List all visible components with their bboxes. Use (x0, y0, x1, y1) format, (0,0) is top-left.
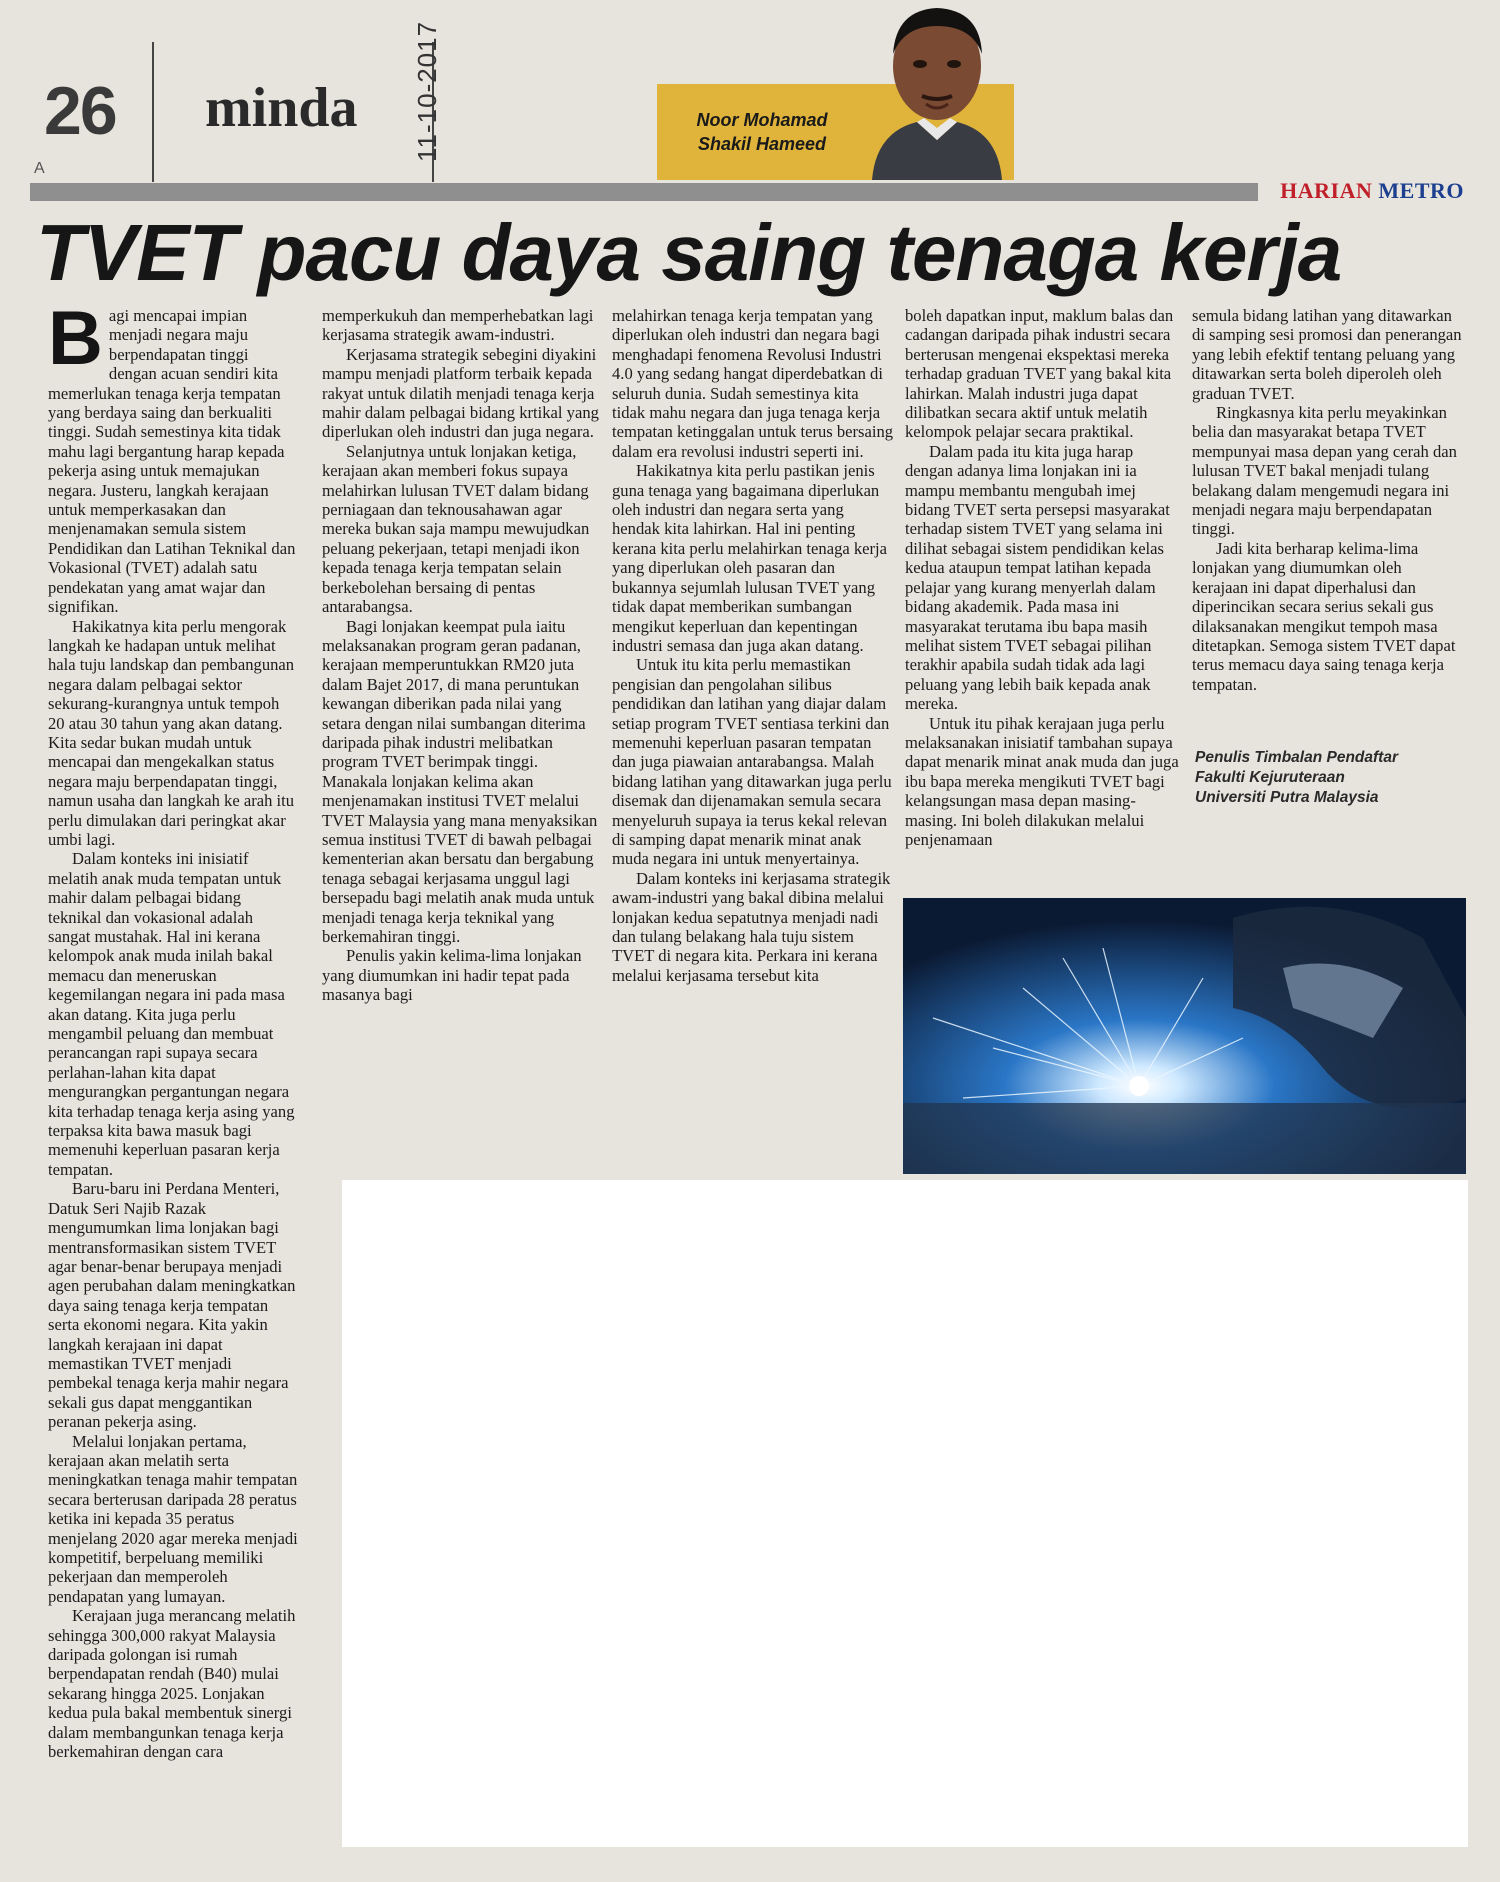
paragraph: Kerajaan juga merancang melatih sehingga 300,000 rakyat Malaysia daripada golongan isi rumah berpendapatan rendah (B40) mulai sekarang hingga 2025. Lonjakan kedua pula bakal membentuk sinergi dalam membangunkan tenaga kerja berkemahiran dengan cara (48, 1606, 296, 1762)
paragraph: Dalam konteks ini inisiatif melatih anak muda tempatan untuk mahir dalam pelbagai bidang teknikal dan vokasional adalah sangat mustahak. Hal ini kerana kelompok anak muda inilah bakal memacu dan meneruskan kegemilangan negara ini pada masa akan datang. Kita juga perlu mengambil peluang dan membuat perancangan rapi supaya secara perlahan-lahan kita dapat mengurangkan pergantungan negara kita terhadap tenaga kerja asing yang terpaksa kita bawa masuk bagi memenuhi keperluan pasaran kerja tempatan. (48, 849, 295, 1179)
publication-date: 11-10-2017 (412, 20, 442, 162)
brand-logo-part2: METRO (1378, 178, 1464, 203)
article-column-4 (905, 306, 1185, 849)
masthead-divider (152, 42, 154, 182)
paragraph: Selanjutnya untuk lonjakan ketiga, kerajaan akan memberi fokus supaya melahirkan lulusan TVET dalam bidang perniagaan dan teknousahawan agar mereka bukan saja mampu mewujudkan peluang pekerjaan, tetapi menjadi ikon kepada tenaga kerja tempatan selain berkebolehan bersaing di pentas antarabangsa. (322, 441, 590, 617)
paragraph: Bagi lonjakan keempat pula iaitu melaksanakan program geran padanan, kerajaan memperuntukkan RM20 juta dalam Bajet 2017, di mana peruntukan kewangan diberikan pada nilai yang setara dengan nilai sumbangan diterima daripada pihak industri melibatkan program TVET berimpak tinggi. Manakala lonjakan kelima akan menjenamakan institusi TVET melalui TVET Malaysia yang mana menyaksikan semua institusi TVET di bawah pelbagai kementerian akan bersatu dan bergabung tenaga sebagai kerjasama unggul lagi bersepadu bagi melatih anak muda untuk menjadi tenaga kerja teknikal yang berkemahiran tinggi. (322, 616, 598, 946)
paragraph: memperkukuh dan memperhebatkan lagi kerjasama strategik awam-industri. (322, 306, 594, 345)
article-column-2 (322, 306, 602, 1005)
paragraph: Dalam pada itu kita juga harap dengan adanya lima lonjakan ini ia mampu membantu mengubah imej bidang TVET serta persepsi masyarakat terhadap sistem TVET yang selama ini dilihat sebagai sistem pendidikan kelas kedua ataupun tempat latihan kepada pelajar yang kurang menyerlah dalam bidang akademik. Pada masa ini masyarakat terutama ibu bapa masih melihat sistem TVET sebagai pilihan terakhir apabila sudah tidak ada lagi peluang yang lebih baik kepada anak mereka. (905, 441, 1170, 714)
paragraph: semula bidang latihan yang ditawarkan di samping sesi promosi dan penerangan yang lebih efektif tentang peluang yang ditawarkan serta boleh diperoleh oleh graduan TVET. (1192, 306, 1462, 403)
author-note-line3: Universiti Putra Malaysia (1195, 789, 1379, 806)
header-rule (30, 183, 1258, 201)
paragraph: Hakikatnya kita perlu pastikan jenis guna tenaga yang bagaimana diperlukan oleh industri dan negara serta yang hendak kita lahirkan. Hal ini penting kerana kita perlu melahirkan tenaga kerja yang diperlukan oleh pasaran dan bukannya sejumlah lulusan TVET yang tidak dapat memberikan sumbangan mengikut keperluan dan kepentingan industri semasa dan juga akan datang. (612, 461, 888, 655)
section-name: minda (205, 77, 358, 139)
paragraph: Untuk itu kita perlu memastikan pengisian dan pengolahan silibus pendidikan dan latihan yang diajar dalam setiap program TVET sentiasa terkini dan memenuhi keperluan pasaran tempatan dan juga piawaian antarabangsa. Malah bidang latihan yang ditawarkan juga perlu disemak dan dijenamakan semula secara menyeluruh supaya ia terus kekal relevan di samping dapat menarik minat anak muda negara ini untuk menyertainya. (612, 655, 892, 869)
paragraph: Ringkasnya kita perlu meyakinkan belia dan masyarakat betapa TVET mempunyai masa depan yang cerah dan lulusan TVET bakal menjadi tulang belakang dalam mengemudi negara ini menjadi negara maju berpendapatan tinggi. (1192, 403, 1457, 539)
article-column-1 (48, 296, 298, 1762)
brand-logo (1280, 178, 1464, 204)
paragraph: Jadi kita berharap kelima-lima lonjakan yang diumumkan oleh kerajaan ini dapat diperhalusi dan diperincikan secara serius sekali gus dilaksanakan mengikut tempoh masa ditetapkan. Semoga sistem TVET dapat terus memacu daya saing tenaga kerja tempatan. (1192, 538, 1456, 694)
drop-cap: B (48, 296, 103, 381)
page-number: 26 (44, 73, 116, 149)
paragraph: Penulis yakin kelima-lima lonjakan yang diumumkan ini hadir tepat pada masanya bagi (322, 946, 582, 1005)
byline-name-line2: Shakil Hameed (697, 134, 827, 154)
paragraph: Hakikatnya kita perlu mengorak langkah ke hadapan untuk melihat hala tuju landskap dan pembangunan negara dalam pelbagai sektor sekurang-kurangnya untuk tempoh 20 atau 30 tahun yang akan datang. Kita sedar bukan mudah untuk mencapai dan mengekalkan status negara maju berpendapatan tinggi, namun usaha dan langkah ke arah itu perlu dimulakan dari peringkat akar umbi lagi. (48, 616, 295, 849)
paragraph: melahirkan tenaga kerja tempatan yang diperlukan oleh industri dan negara bagi menghadapi fenomena Revolusi Industri 4.0 yang sedang hangat diperdebatkan di seluruh dunia. Sudah semestinya kita tidak mahu negara dan juga tenaga kerja tempatan ketinggalan untuk terus bersaing dalam era revolusi industri seperti ini. (612, 306, 894, 461)
author-note-line2: Fakulti Kejuruteraan (1195, 769, 1345, 786)
brand-logo-part1: HARIAN (1280, 178, 1373, 203)
paragraph: Dalam konteks ini kerjasama strategik awam-industri yang bakal dibina melalui lonjakan kedua sepatutnya menjadi nadi dan tulang belakang hala tuju sistem TVET di negara kita. Perkara ini kerana melalui kerjasama tersebut kita (612, 868, 891, 985)
article-column-3 (612, 306, 894, 985)
paragraph: Melalui lonjakan pertama, kerajaan akan melatih serta meningkatkan tenaga mahir tempatan secara berterusan daripada 28 peratus ketika ini kepada 35 peratus menjelang 2020 agar mereka menjadi kompetitif, berpeluang memiliki pekerjaan dan memperoleh pendapatan yang lumayan. (48, 1431, 298, 1606)
section-letter: A (34, 160, 45, 177)
paragraph: agi mencapai impian menjadi negara maju berpendapatan tinggi dengan acuan sendiri kita memerlukan tenaga kerja tempatan yang berdaya saing dan berkualiti tinggi. Sudah semestinya kita tidak mahu lagi bergantung harap kepada pekerja asing untuk memajukan negara. Justeru, langkah kerajaan untuk memperkasakan dan menjenamakan semula sistem Pendidikan dan Latihan Teknikal dan Vokasional (TVET) adalah satu pendekatan yang amat wajar dan signifikan. (48, 306, 296, 617)
welding-photo (903, 898, 1466, 1174)
author-note-line1: Penulis Timbalan Pendaftar (1195, 749, 1398, 766)
blank-area (342, 1180, 1468, 1847)
paragraph: Untuk itu pihak kerajaan juga perlu melaksanakan inisiatif tambahan supaya dapat menarik minat anak muda dan juga ibu bapa mereka mengikuti TVET bagi kelangsungan masa depan masing-masing. Ini boleh dilakukan melalui penjenamaan (905, 713, 1179, 849)
paragraph: Kerjasama strategik sebegini diyakini mampu menjadi platform terbaik kepada rakyat untuk dilatih menjadi tenaga kerja mahir dalam pelbagai bidang krtikal yang diperlukan oleh industri dan juga negara. (322, 344, 599, 442)
byline-name (677, 108, 847, 156)
paragraph: boleh dapatkan input, maklum balas dan cadangan daripada pihak industri secara berterusan mengenai ekspektasi mereka terhadap graduan TVET yang bakal kita lahirkan. Malah industri juga dapat dilibatkan secara aktif untuk melatih kelompok pelajar secara praktikal. (905, 306, 1174, 442)
headline: TVET pacu daya saing tenaga kerja (36, 208, 1342, 297)
byline-box (657, 84, 1014, 180)
author-portrait (862, 4, 1012, 180)
byline-name-line1: Noor Mohamad (696, 110, 828, 130)
author-note (1195, 748, 1445, 808)
article-column-5 (1192, 306, 1462, 694)
paragraph: Baru-baru ini Perdana Menteri, Datuk Seri Najib Razak mengumumkan lima lonjakan bagi mentransformasikan sistem TVET agar benar-benar berupaya menjadi agen perubahan dalam meningkatkan daya saing tenaga kerja tempatan serta ekonomi negara. Kita yakin langkah kerajaan ini dapat memastikan TVET menjadi pembekal tenaga kerja mahir negara sekali gus dapat menggantikan peranan pekerja asing. (48, 1179, 296, 1432)
